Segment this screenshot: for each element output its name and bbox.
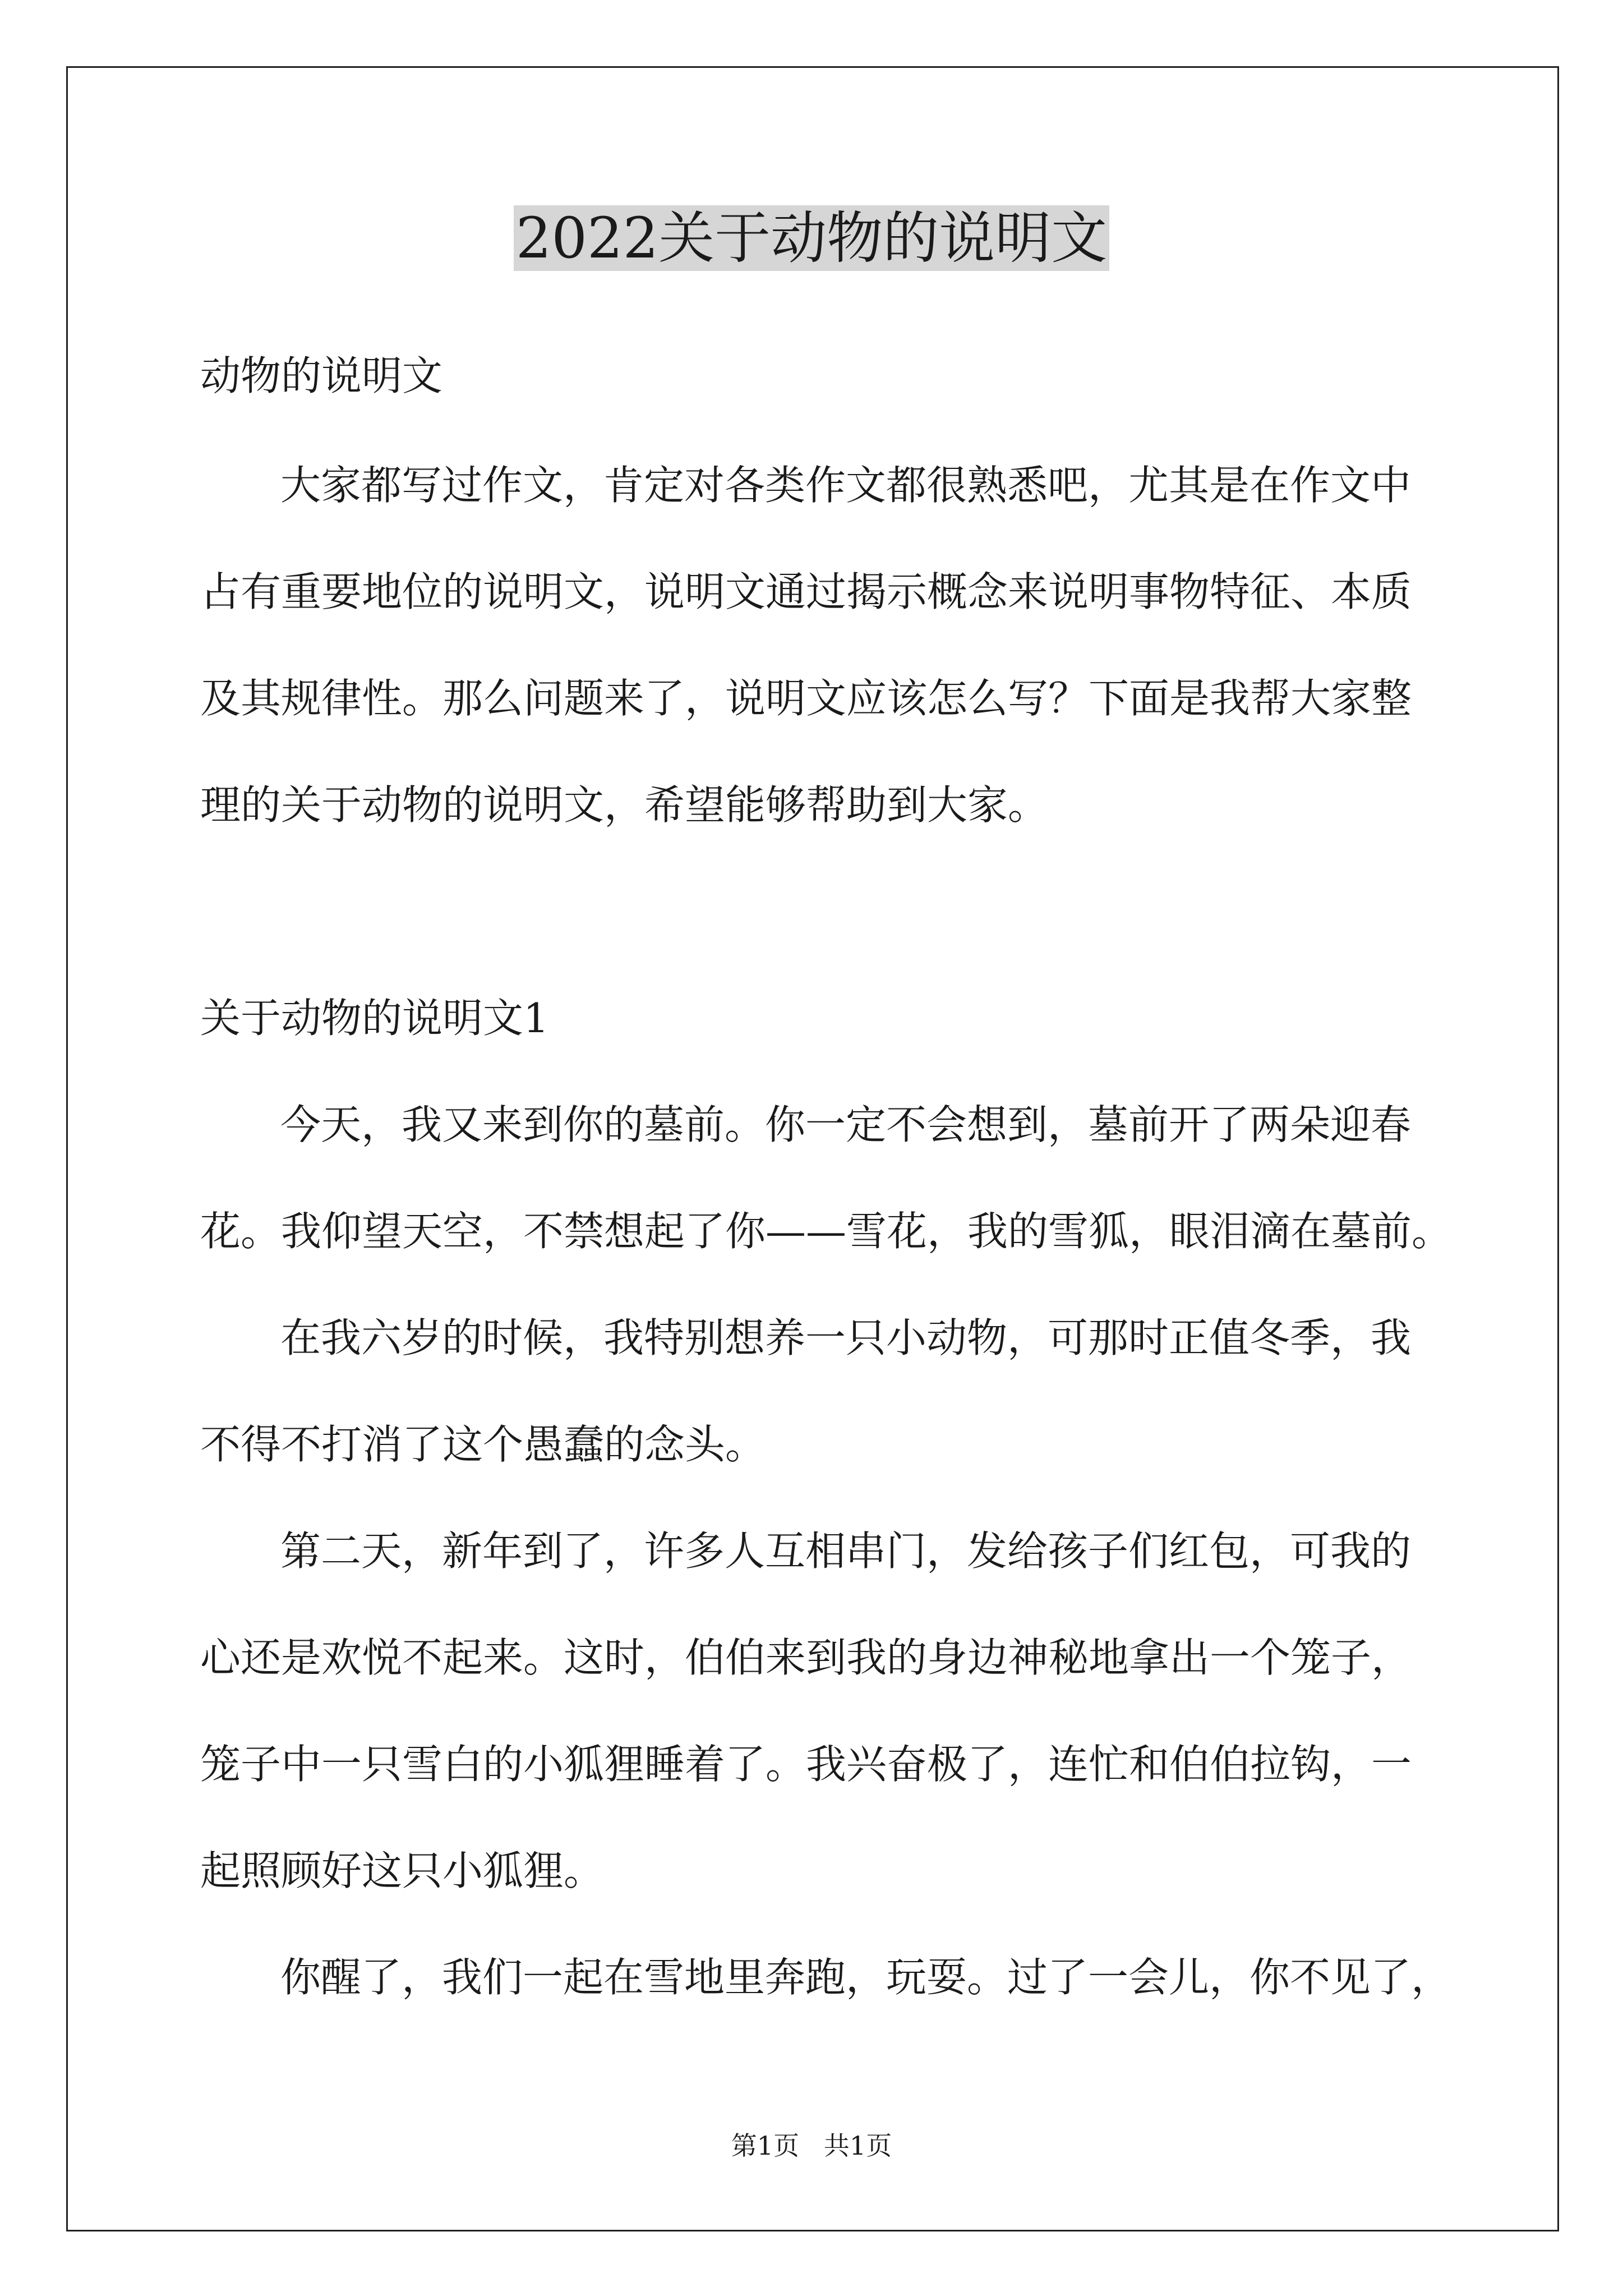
document-subtitle: 动物的说明文	[200, 352, 443, 399]
page-title-text: 2022关于动物的说明文	[514, 205, 1110, 271]
paragraph-line: 心还是欢悦不起来。这时，伯伯来到我的身边神秘地拿出一个笼子，	[200, 1634, 1412, 1681]
paragraph-line: 不得不打消了这个愚蠢的念头。	[200, 1421, 766, 1468]
paragraph-line: 今天，我又来到你的墓前。你一定不会想到，墓前开了两朵迎春	[280, 1101, 1412, 1148]
paragraph-line: 及其规律性。那么问题来了，说明文应该怎么写？下面是我帮大家整	[200, 675, 1412, 722]
paragraph-line: 第二天，新年到了，许多人互相串门，发给孩子们红包，可我的	[280, 1527, 1412, 1575]
paragraph-line: 笼子中一只雪白的小狐狸睡着了。我兴奋极了，连忙和伯伯拉钩，一	[200, 1741, 1412, 1788]
section-heading: 关于动物的说明文1	[200, 995, 549, 1042]
paragraph-line: 在我六岁的时候，我特别想养一只小动物，可那时正值冬季，我	[280, 1314, 1412, 1361]
paragraph-line: 占有重要地位的说明文，说明文通过揭示概念来说明事物特征、本质	[200, 568, 1412, 615]
page-footer: 第1页 共1页	[731, 2131, 892, 2161]
paragraph-line: 花。我仰望天空，不禁想起了你——雪花，我的雪狐，眼泪滴在墓前。	[200, 1208, 1453, 1255]
paragraph-line: 大家都写过作文，肯定对各类作文都很熟悉吧，尤其是在作文中	[280, 462, 1412, 509]
page-title	[0, 196, 1623, 280]
paragraph-line: 你醒了，我们一起在雪地里奔跑，玩耍。过了一会儿，你不见了，	[280, 1954, 1452, 2001]
paragraph-line: 理的关于动物的说明文，希望能够帮助到大家。	[200, 781, 1049, 829]
paragraph-line: 起照顾好这只小狐狸。	[200, 1847, 605, 1894]
